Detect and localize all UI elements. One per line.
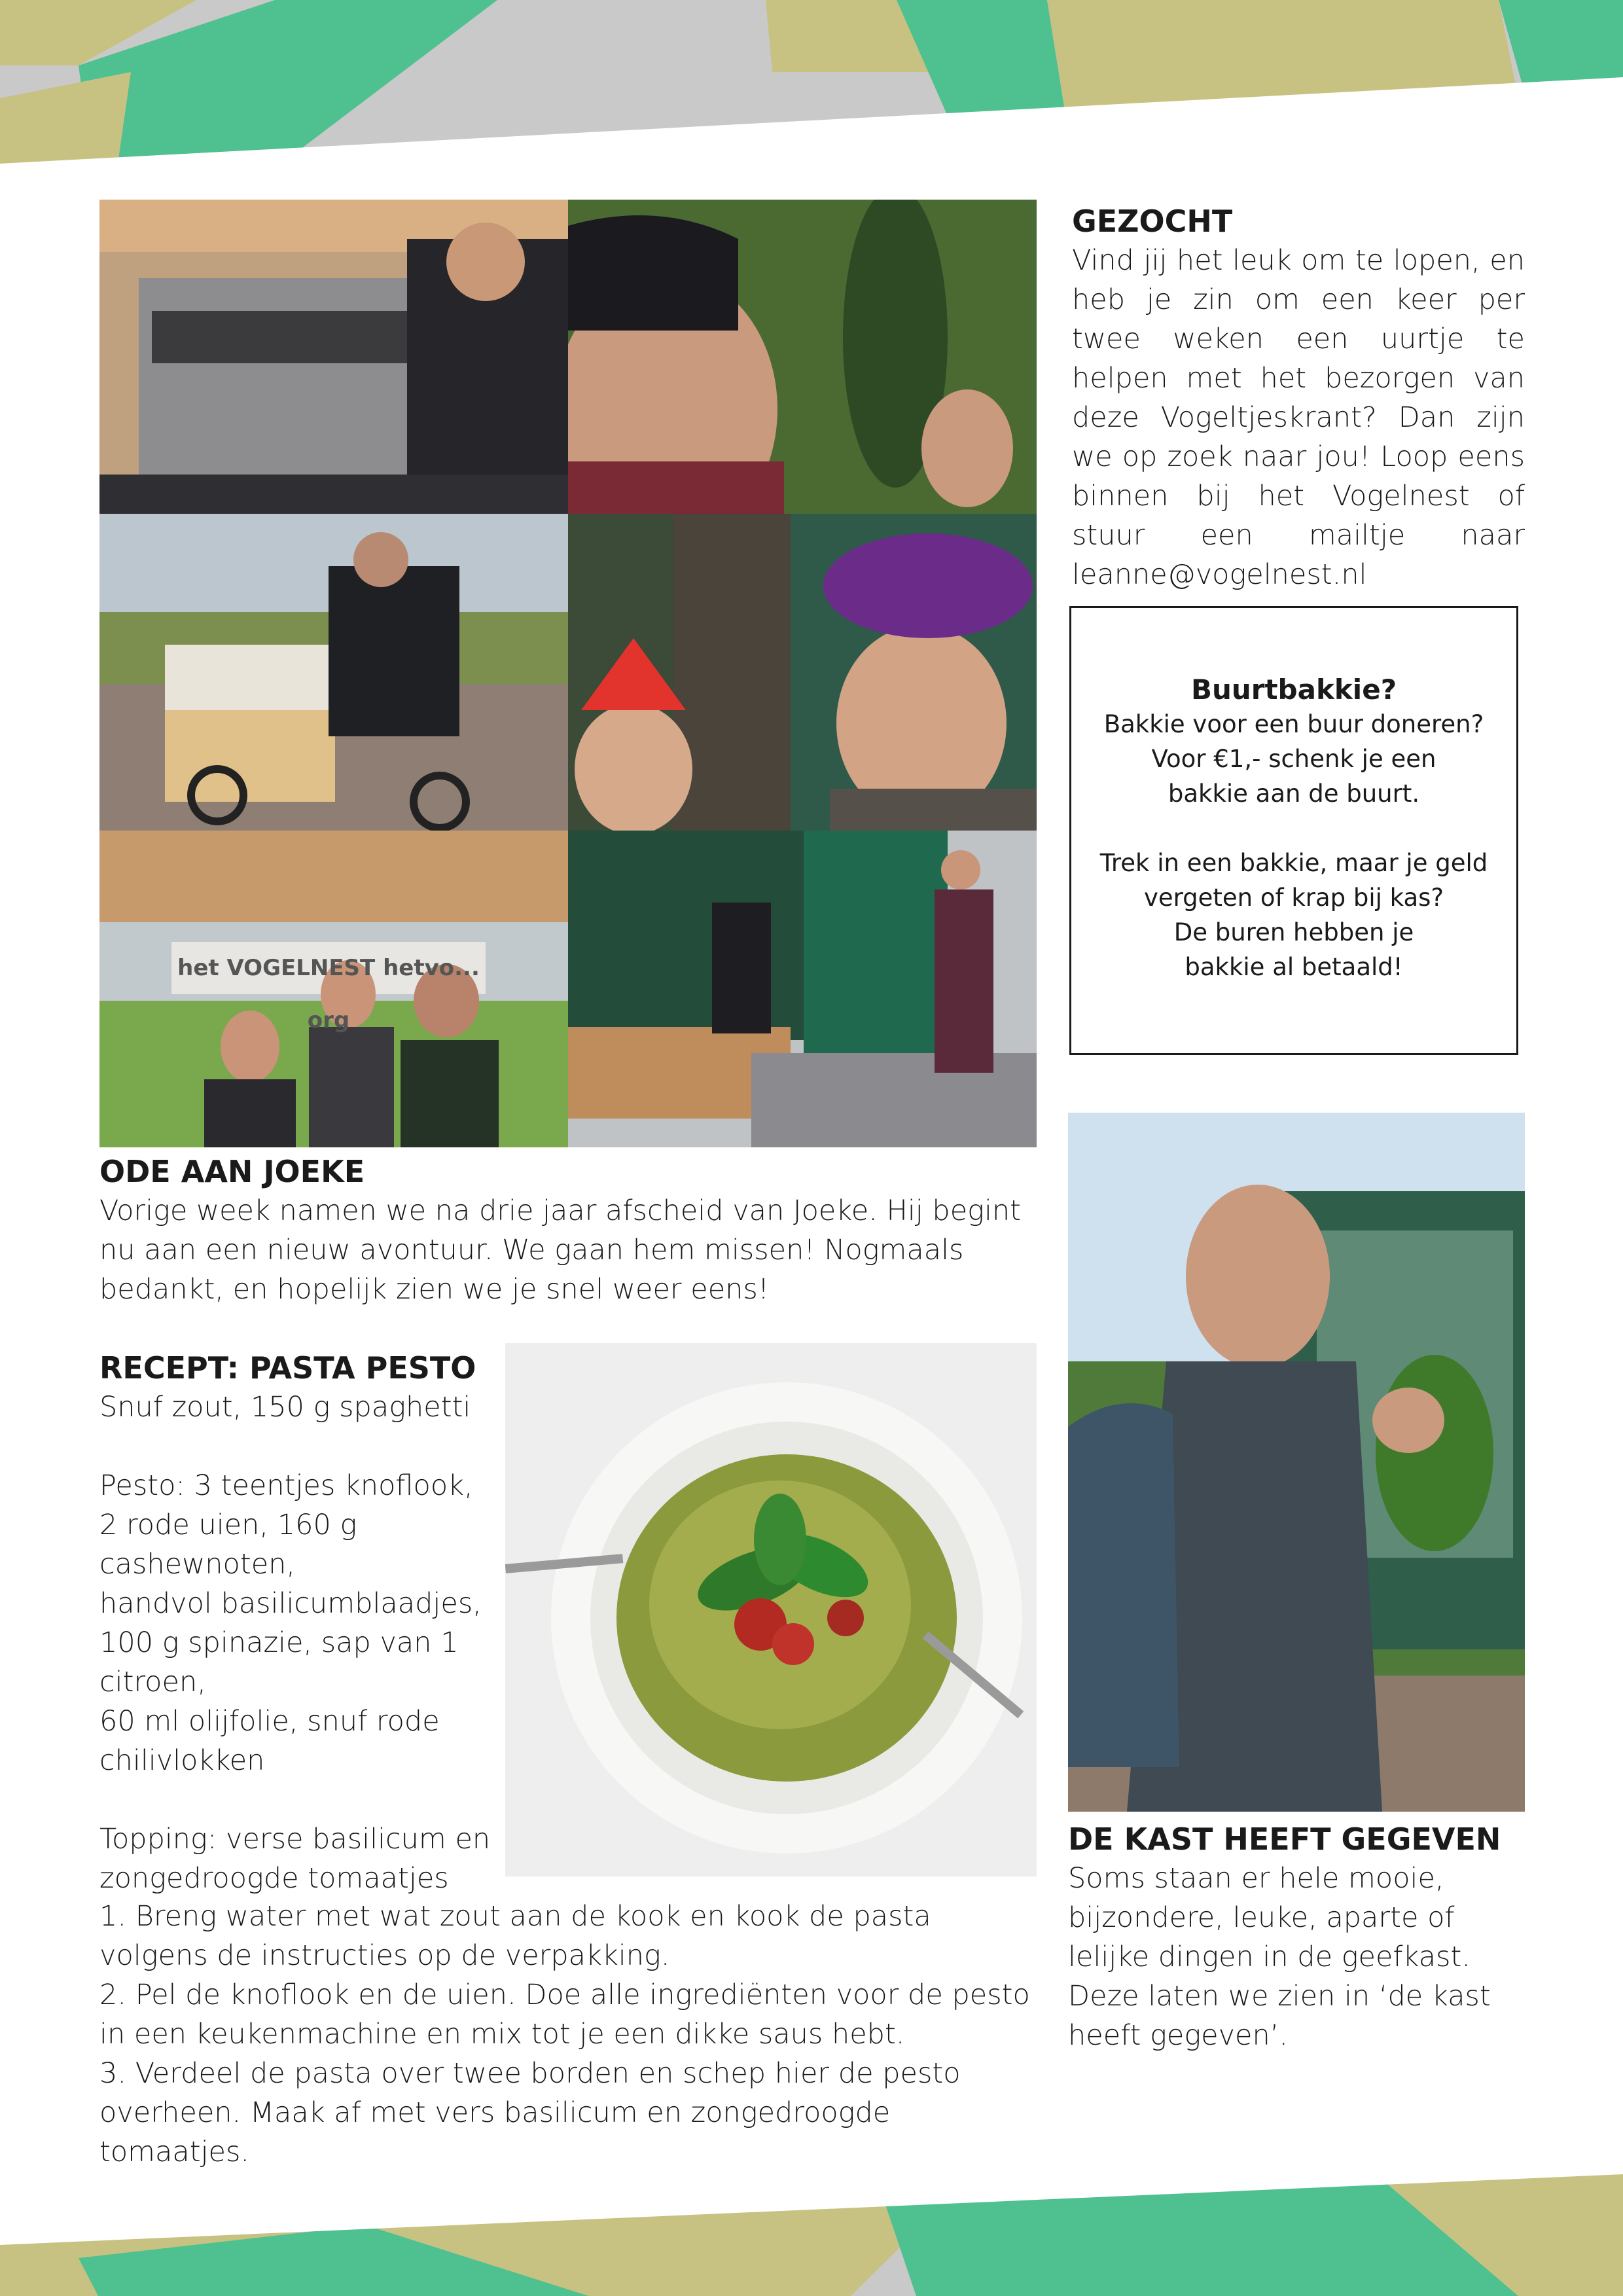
ode-heading: ODE AAN JOEKE [99, 1154, 365, 1189]
recipe-line: 2 rode uien, 160 g cashewnoten, [99, 1509, 357, 1581]
buurtbakkie-title: Buurtbakkie? [1190, 673, 1397, 706]
recipe-line: chilivlokken [99, 1744, 265, 1777]
recipe-line: handvol basilicumblaadjes, [99, 1587, 482, 1620]
recipe-heading: RECEPT: PASTA PESTO [99, 1350, 476, 1386]
photo-market-stall [568, 831, 1037, 1147]
bottom-decorative-banner [0, 2160, 1623, 2296]
photo-cargo-bike [99, 514, 568, 831]
vogelnest-banner-sign: het VOGELNEST hetvo... org [177, 955, 480, 1033]
photo-pasta-pesto [505, 1343, 1037, 1876]
kast-body: Soms staan er hele mooie, bijzondere, leuke, aparte of lelijke dingen in de geefkast. Deze laten we zien in ‘de kast heeft gegeven’. [1068, 1862, 1491, 2052]
recipe-line: Snuf zout, 150 g spaghetti [99, 1391, 471, 1424]
photo-coffee-machine [99, 200, 568, 514]
gezocht-heading: GEZOCHT [1072, 204, 1233, 239]
photo-team-vogelnest [99, 831, 568, 1147]
recipe-ingredients [99, 1388, 505, 1898]
recipe-line: Topping: verse basilicum en [99, 1823, 491, 1856]
buurtbakkie-line: Trek in een bakkie, maar je geld [1099, 849, 1488, 877]
buurtbakkie-line: Bakkie voor een buur doneren? [1103, 710, 1484, 738]
photo-selfie-zucchini [568, 200, 1037, 514]
kast-heading: DE KAST HEEFT GEGEVEN [1068, 1821, 1501, 1857]
recipe-step: 2. Pel de knoflook en de uien. Doe alle ingrediënten voor de pesto in een keukenmachine en mix tot je een dikke saus hebt. [99, 1979, 1030, 2051]
recipe-line: zongedroogde tomaatjes [99, 1862, 449, 1895]
buurtbakkie-line: Voor €1,- schenk je een [1151, 745, 1436, 773]
recipe-step: 3. Verdeel de pasta over twee borden en schep hier de pesto overheen. Maak af met vers basilicum en zongedroogde tomaatjes. [99, 2057, 961, 2168]
recipe-line: 60 ml olijfolie, snuf rode [99, 1705, 440, 1738]
photo-costume-selfie [568, 514, 1037, 831]
recipe-line: 100 g spinazie, sap van 1 citroen, [99, 1626, 459, 1698]
recipe-steps [99, 1897, 1042, 2172]
photo-man-with-plant [1068, 1113, 1525, 1812]
buurtbakkie-line: De buren hebben je [1173, 918, 1414, 946]
buurtbakkie-line: vergeten of krap bij kas? [1143, 884, 1444, 912]
recipe-step: 1. Breng water met wat zout aan de kook en kook de pasta volgens de instructies op de verpakking. [99, 1900, 931, 1972]
ode-body: Vorige week namen we na drie jaar afscheid van Joeke. Hij begint nu aan een nieuw avontuur. We gaan hem missen! Nogmaals bedankt, en hopelijk zien we je snel weer eens! [99, 1194, 1022, 1306]
top-decorative-banner [0, 0, 1623, 164]
buurtbakkie-line: bakkie al betaald! [1185, 953, 1403, 981]
buurtbakkie-line: bakkie aan de buurt. [1168, 780, 1420, 808]
gezocht-body: Vind jij het leuk om te lopen, en heb je zin om een keer per twee weken een uurtje te helpen met het bezorgen van deze Vogeltjeskrant? Dan zijn we op zoek naar jou! Loop eens binnen bij het Vogelnest of stuur een mailtje naar leanne@vogelnest.nl [1072, 244, 1525, 591]
buurtbakkie-box [1069, 606, 1518, 1055]
recipe-line: Pesto: 3 teentjes knoflook, [99, 1469, 473, 1502]
